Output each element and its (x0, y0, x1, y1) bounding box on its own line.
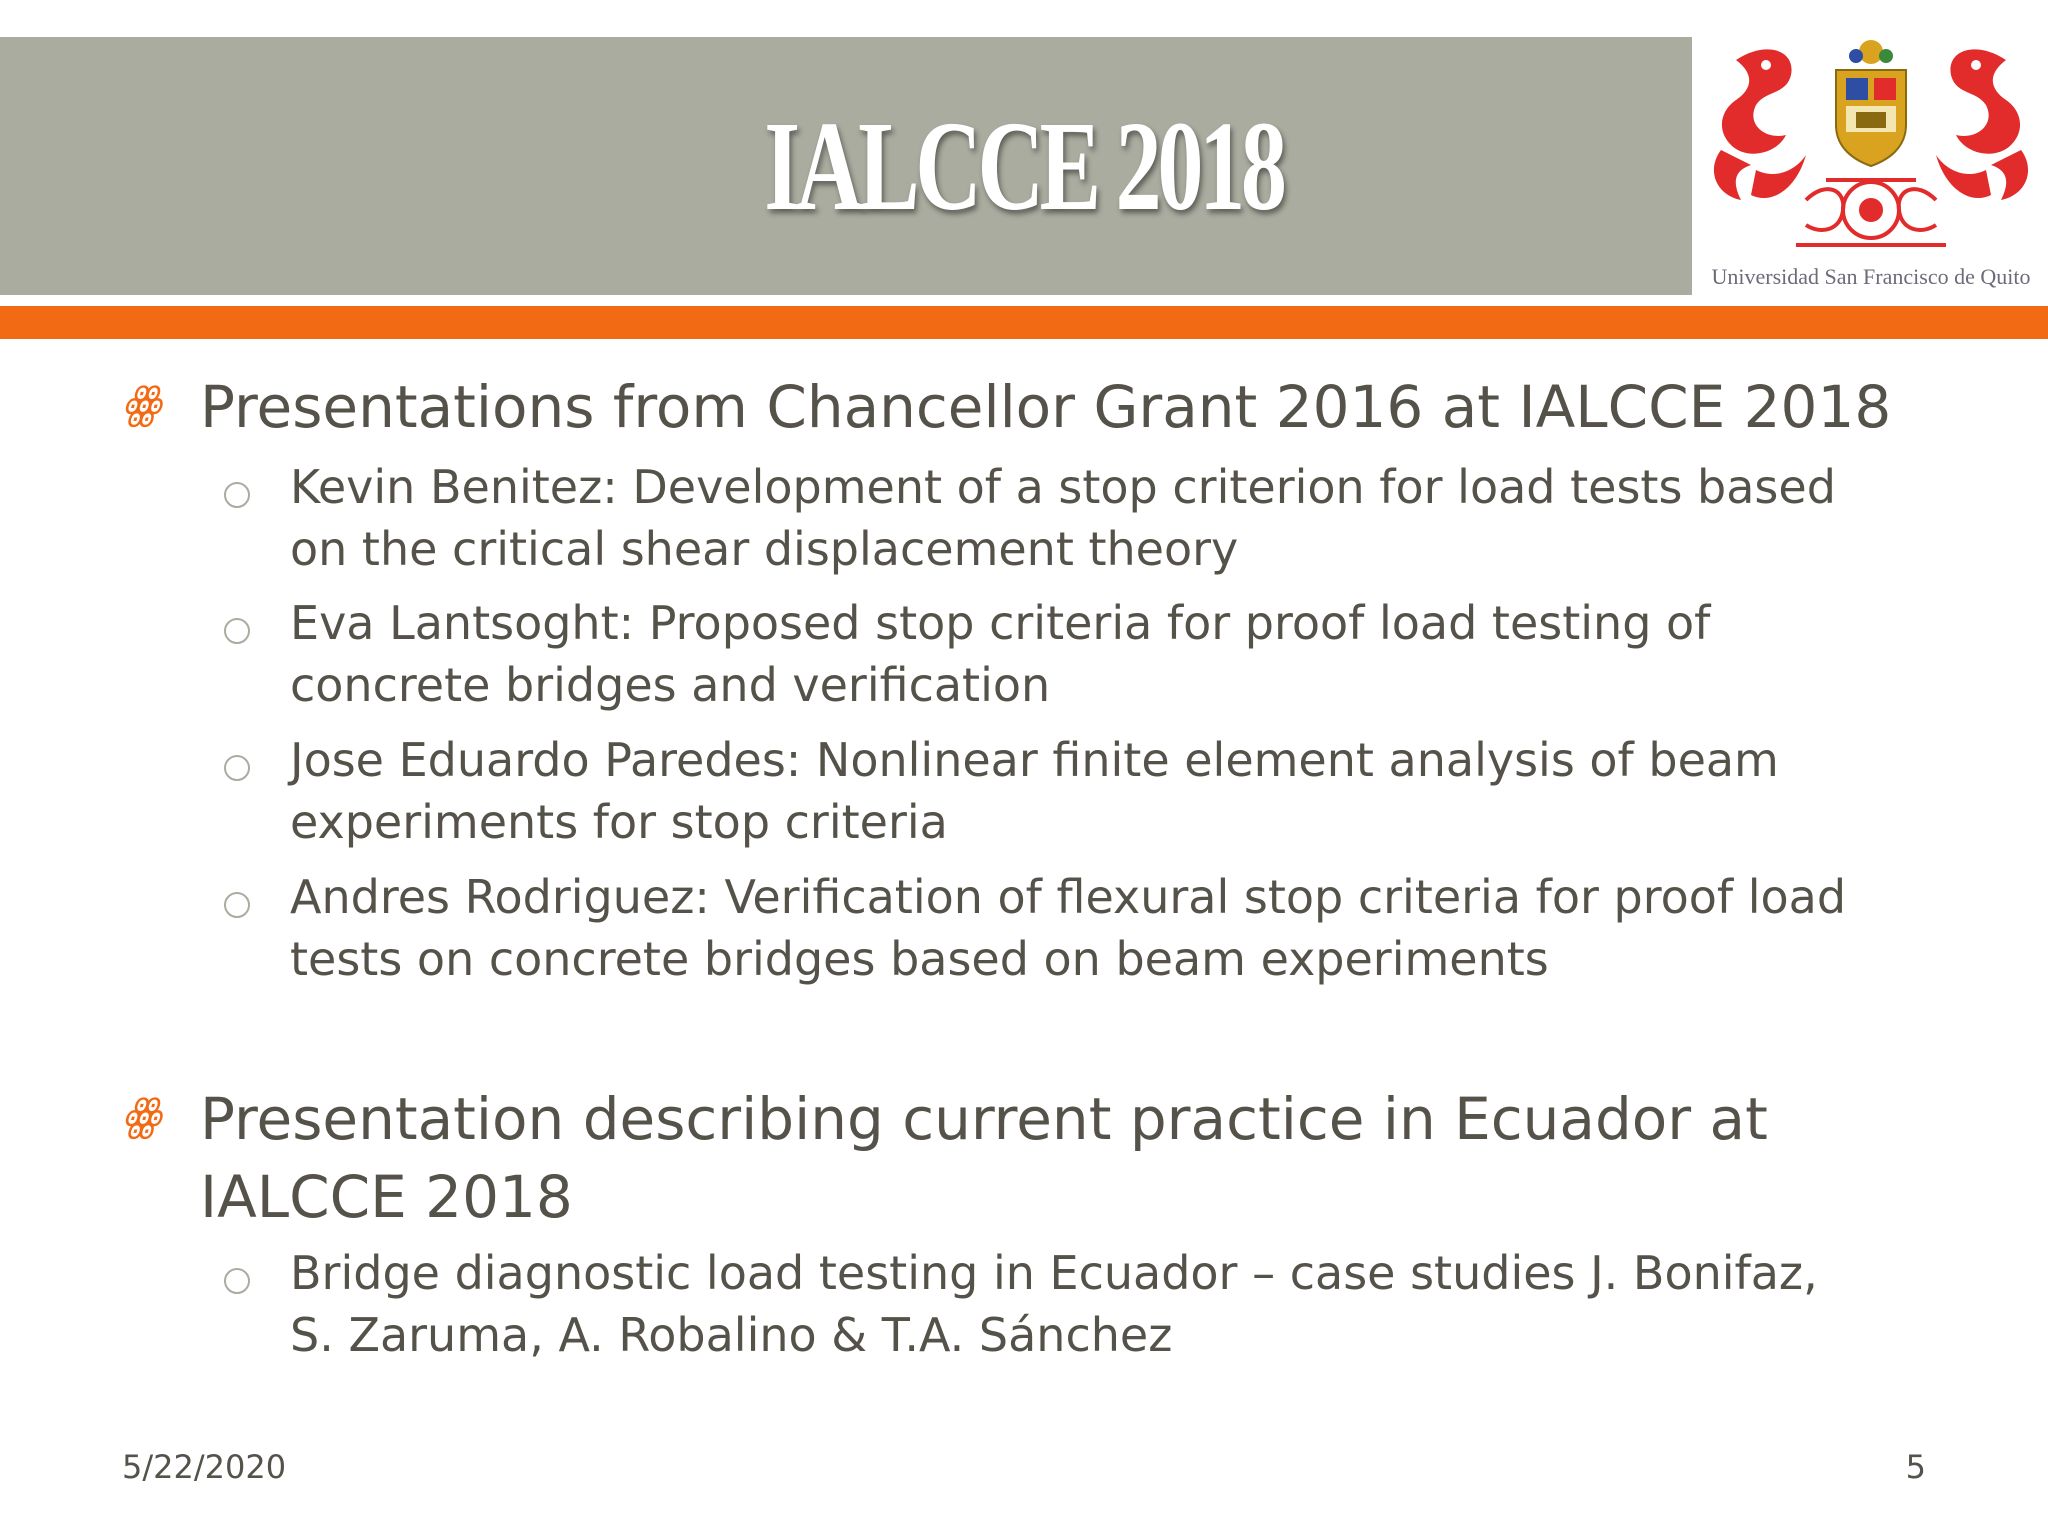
scroll-bullet-icon: ꙮ (122, 378, 161, 429)
sub-item-line: Kevin Benitez: Development of a stop criterion for load tests based (290, 460, 1836, 514)
accent-bar (0, 306, 2048, 339)
circle-bullet-icon (224, 755, 250, 781)
ornament-icon (1796, 180, 1946, 245)
sub-item (290, 1242, 1920, 1366)
circle-bullet-icon (224, 892, 250, 918)
sub-item-line: S. Zaruma, A. Robalino & T.A. Sánchez (290, 1308, 1173, 1362)
shield-icon (1836, 40, 1906, 166)
sub-item (290, 456, 1920, 580)
bullet-heading: Presentations from Chancellor Grant 2016 at IALCCE 2018 (200, 373, 1892, 441)
bullet-heading-line: Presentation describing current practice in Ecuador at (200, 1085, 1768, 1153)
right-dragon-icon (1936, 49, 2028, 200)
slide-title: IALCCE 2018 (764, 95, 1283, 237)
logo-caption: Universidad San Francisco de Quito (1711, 264, 2031, 289)
sub-item-line: concrete bridges and verification (290, 658, 1051, 712)
sub-item-line: Jose Eduardo Paredes: Nonlinear finite element analysis of beam (290, 733, 1779, 787)
page-number: 5 (1905, 1448, 1926, 1486)
left-dragon-icon (1714, 49, 1806, 200)
bullet-heading-line: IALCCE 2018 (200, 1163, 573, 1231)
footer-date: 5/22/2020 (122, 1448, 287, 1486)
circle-bullet-icon (224, 482, 250, 508)
sub-item (290, 866, 1920, 990)
sub-item-line: tests on concrete bridges based on beam experiments (290, 932, 1549, 986)
sub-item-line: on the critical shear displacement theory (290, 522, 1239, 576)
university-logo (1696, 30, 2046, 300)
sub-item-line: experiments for stop criteria (290, 795, 948, 849)
sub-item-line: Eva Lantsoght: Proposed stop criteria for proof load testing of (290, 596, 1711, 650)
scroll-bullet-icon: ꙮ (122, 1090, 161, 1141)
sub-item (290, 729, 1920, 853)
circle-bullet-icon (224, 1268, 250, 1294)
sub-item-line: Andres Rodriguez: Verification of flexural stop criteria for proof load (290, 870, 1847, 924)
circle-bullet-icon (224, 618, 250, 644)
bullet-heading (200, 1080, 1920, 1236)
sub-item (290, 592, 1920, 716)
sub-item-line: Bridge diagnostic load testing in Ecuador – case studies J. Bonifaz, (290, 1246, 1818, 1300)
